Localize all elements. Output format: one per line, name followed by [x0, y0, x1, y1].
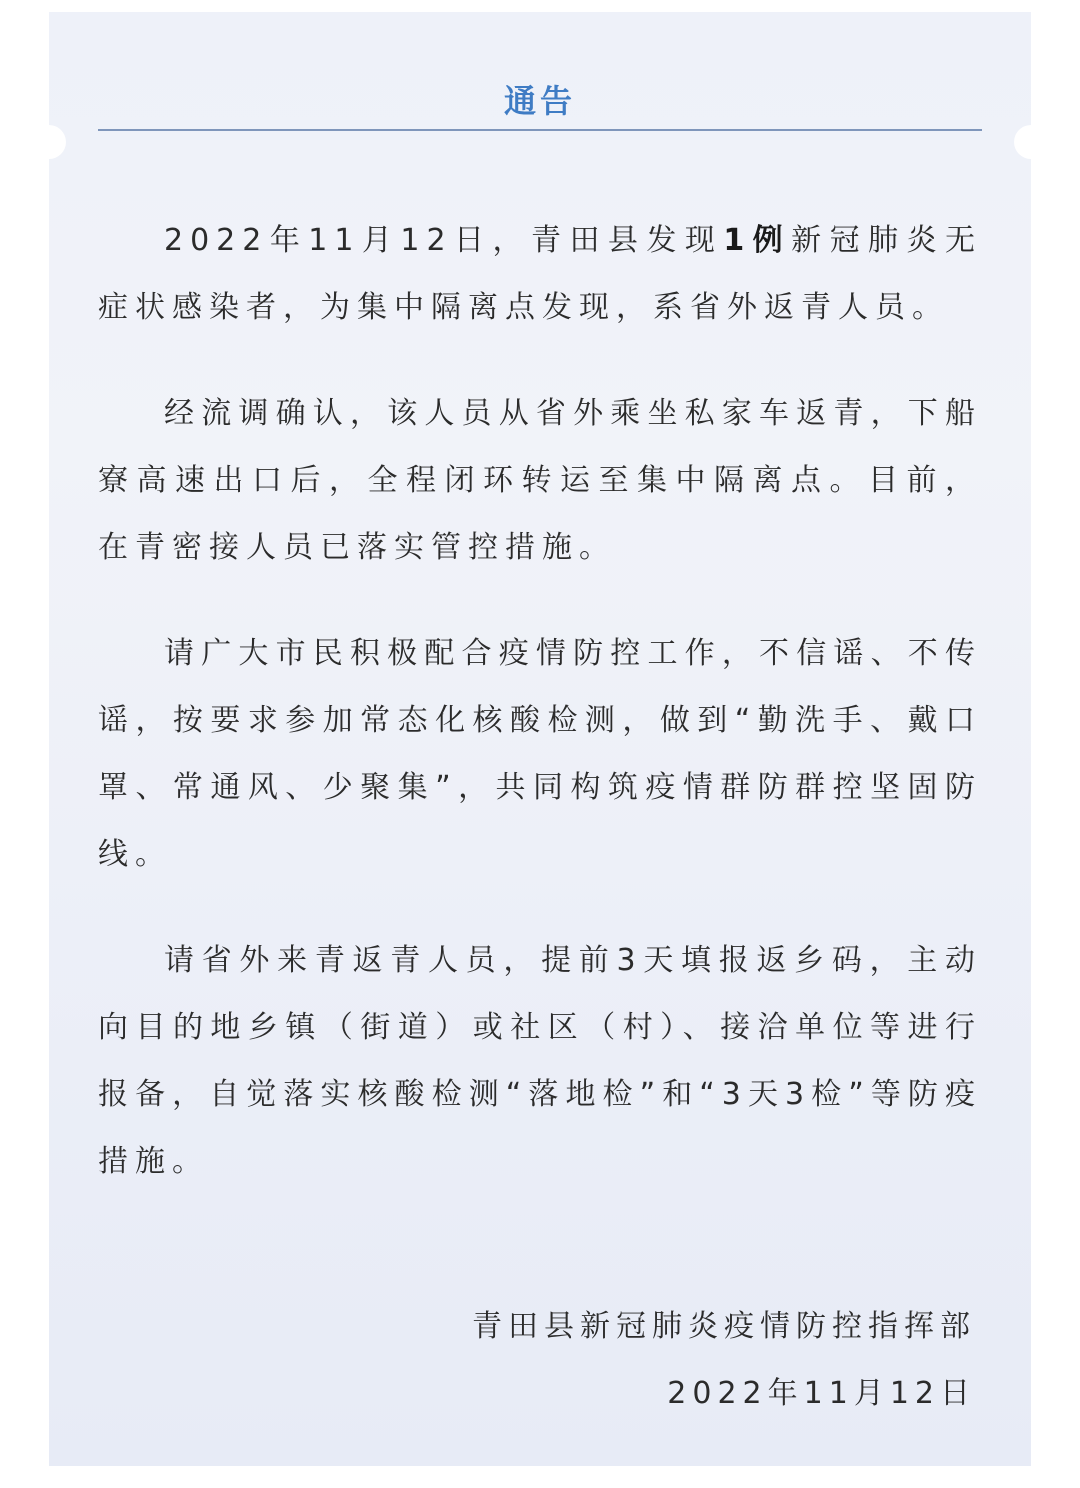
issue-date: 2022年11月12日	[667, 1376, 976, 1411]
paragraph-4: 请省外来青返青人员，提前3天填报返乡码，主动向目的地乡镇（街道）或社区（村）、接洽单位等进行报备，自觉落实核酸检测“落地检”和“3天3检”等防疫措施。	[98, 943, 982, 1179]
notice-body	[98, 207, 982, 1195]
notice-title: 通告	[503, 82, 576, 120]
case-count-highlight: 1例	[723, 223, 792, 258]
paragraph-3: 请广大市民积极配合疫情防控工作，不信谣、不传谣，按要求参加常态化核酸检测，做到“勤洗手、戴口罩、常通风、少聚集”，共同构筑疫情群防群控坚固防线。	[98, 636, 982, 872]
paragraph-1-after: 新冠肺炎无症状感染者，为集中隔离点发现，系省外返青人员。	[98, 223, 982, 325]
card-left-notch	[32, 125, 66, 159]
signature-block	[472, 1293, 976, 1427]
paragraph-1	[98, 207, 982, 341]
card-right-notch	[1014, 125, 1048, 159]
paragraph-2: 经流调确认，该人员从省外乘坐私家车返青，下船寮高速出口后，全程闭环转运至集中隔离点。目前，在青密接人员已落实管控措施。	[98, 396, 982, 565]
issuer-name: 青田县新冠肺炎疫情防控指挥部	[472, 1309, 976, 1344]
paragraph-1-before: 2022年11月12日，青田县发现	[164, 223, 724, 258]
title-divider	[98, 129, 982, 131]
notice-card	[49, 12, 1031, 1466]
